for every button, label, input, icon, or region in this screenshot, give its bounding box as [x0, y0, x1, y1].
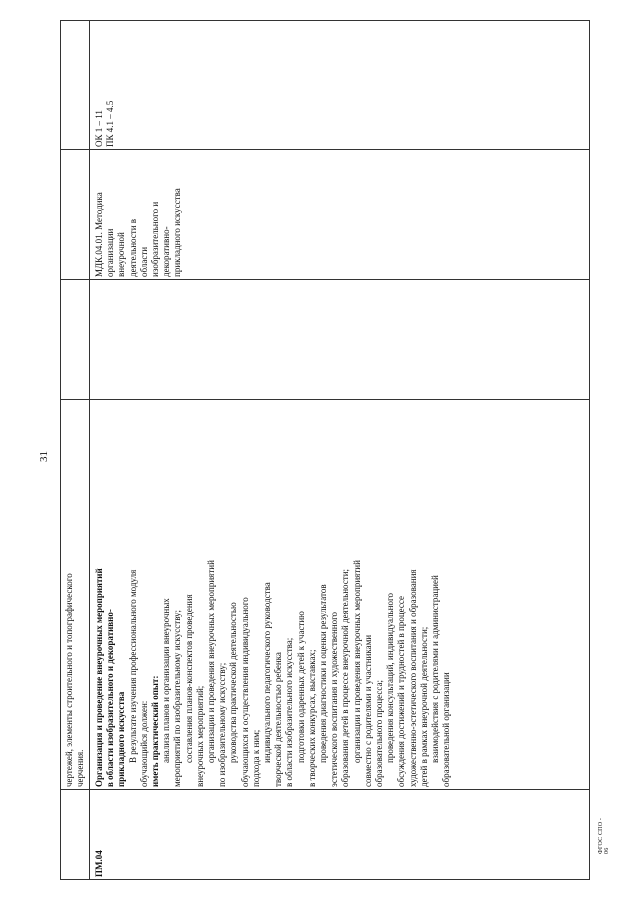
module-description: Организация и проведение внеурочных мероприятий в области изобразительного и декоративно- прикладного искусства В результате изучения профессионального модуля обучающийся должен: иметь практический опыт: анализа планов и организации внеурочных мероприятий по изобразительному искусству; составления планов-конспектов проведения внеурочных мероприятий; организации и проведения внеурочных мероприятий по изобразительному искусству; руководства практической деятельностью обучающихся и осуществления индивидуального подхода к ним; индивидуального педагогического руководства творческой деятельностью ребенка в области изобразительного искусства; подготовки одаренных детей к участию в творческих конкурсах, выставках; проведения диагностики и оценки результатов эстетического воспитания и художественного образования детей в процессе внеурочной деятельности; организации и проведения внеурочных мероприятий совместно с родителями и участниками образовательного процесса; проведения консультаций, индивидуального обсуждения достижений и трудностей в процессе художественно-эстетического воспитания и образования детей в рамках внеурочной деятельности; взаимодействия с родителями и администрацией образовательной организации — [94, 560, 452, 787]
curriculum-table — [60, 20, 590, 880]
mdk-cell: МДК.04.01. Методика организации внеурочной деятельности в области изобразительного и декоративно- прикладного искусства — [94, 188, 183, 277]
competence-codes: ОК 1 – 11 ПК 4.1 – 4.5 — [94, 100, 116, 147]
table-border-right — [60, 20, 590, 21]
footer-code: ФГОС СПО - 06 — [598, 817, 610, 854]
prev-row-content: чертежей, элементы строительного и топографического черчения. — [64, 573, 86, 787]
page-number: 31 — [38, 451, 50, 462]
table-border-left — [60, 879, 590, 880]
module-code: ПМ.04 — [94, 850, 104, 877]
